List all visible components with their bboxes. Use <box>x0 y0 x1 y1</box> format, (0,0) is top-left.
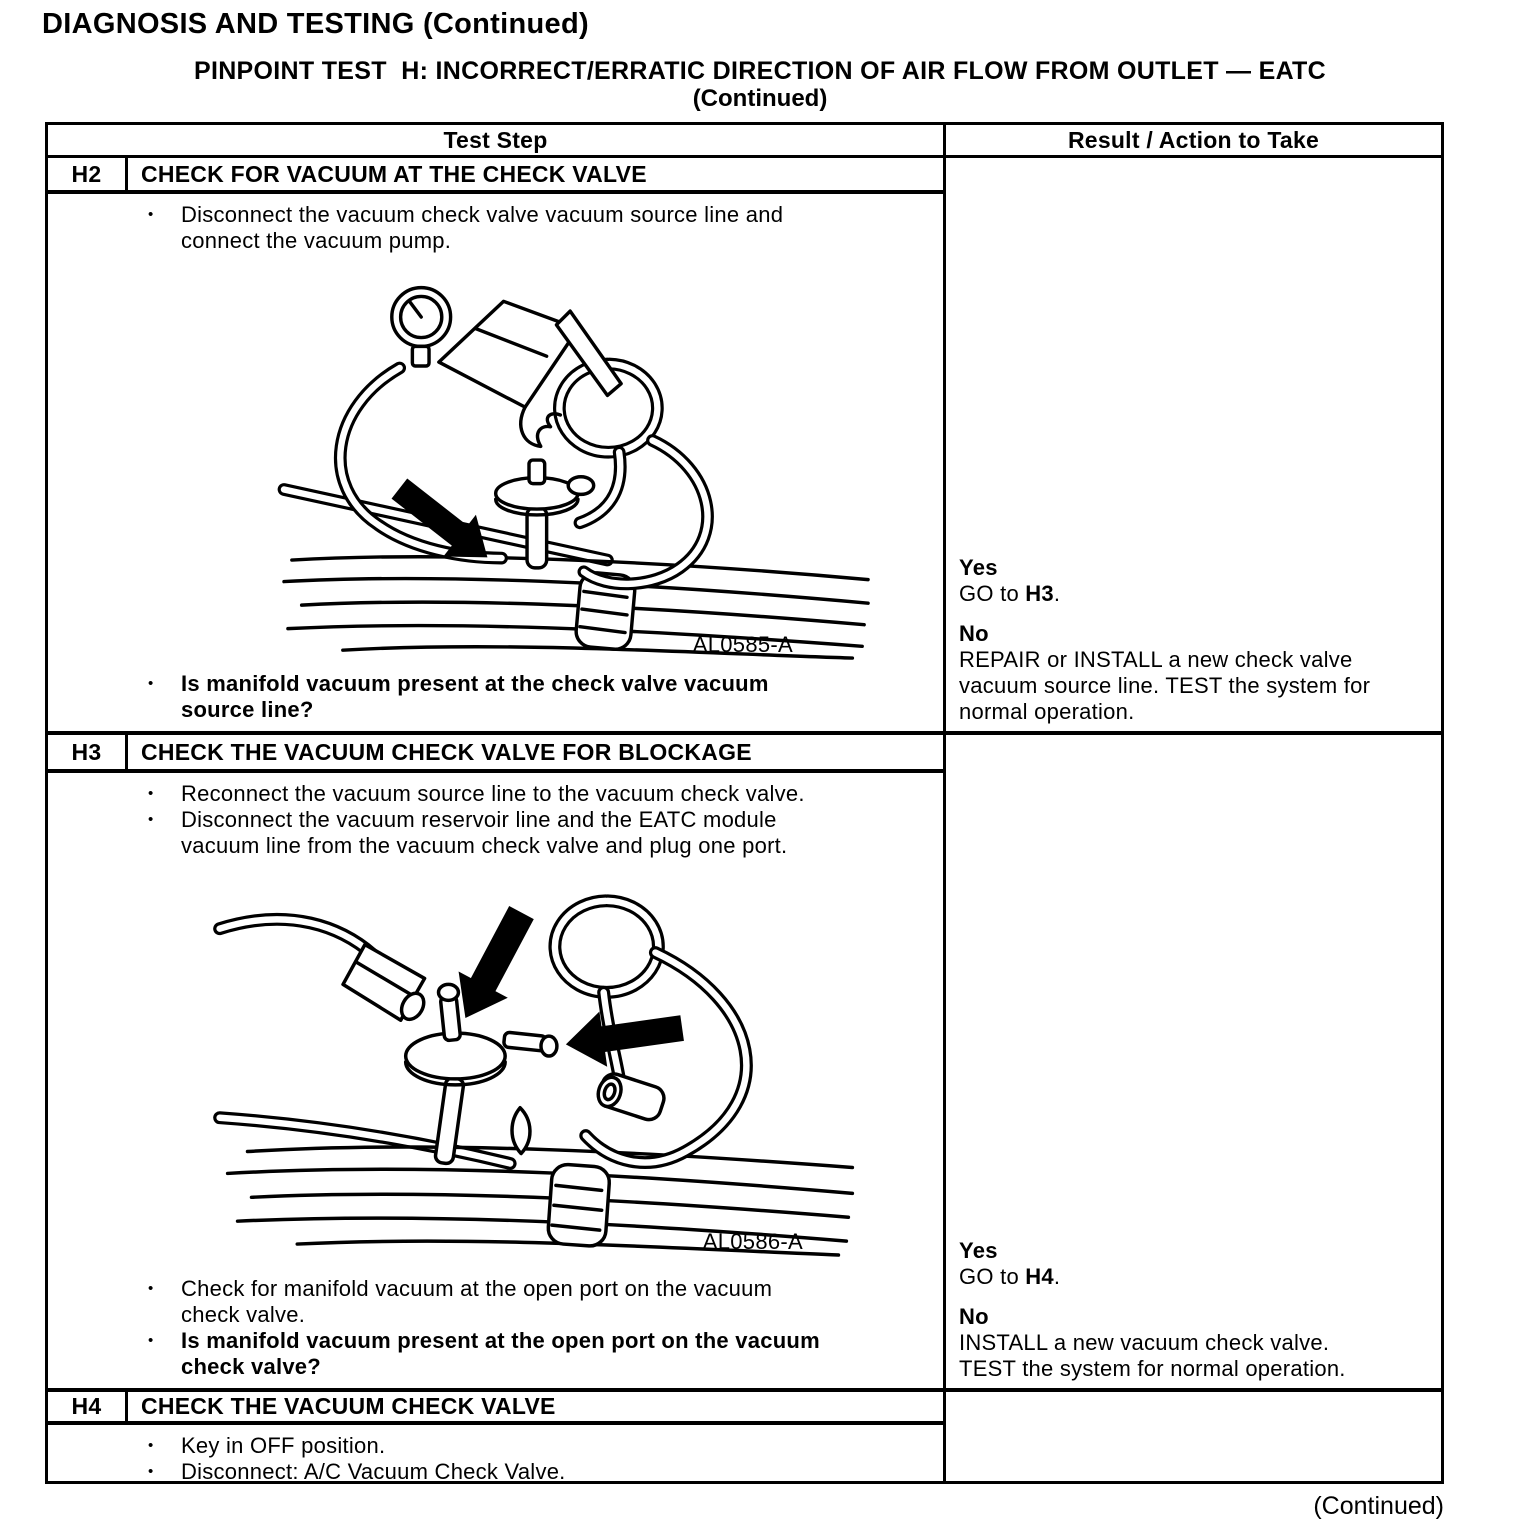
pinpoint-test-title: PINPOINT TEST H: INCORRECT/ERRATIC DIRECTION OF AIR FLOW FROM OUTLET — EATC <box>193 57 1326 85</box>
result-no-text-line: normal operation. <box>959 699 1135 724</box>
result-no-text-line: vacuum source line. TEST the system for <box>959 673 1371 698</box>
figure-check-valve-ports <box>188 869 888 1257</box>
bullet-item-question <box>48 671 943 731</box>
result-no-label: No <box>959 621 989 646</box>
step-id-h4: H4 <box>48 1392 128 1425</box>
service-manual-page <box>0 8 1520 1532</box>
bullet-text <box>181 1328 820 1380</box>
step-title-h4: CHECK THE VACUUM CHECK VALVE <box>128 1392 943 1425</box>
bullet-text-line: Is manifold vacuum present at the open port on the vacuum <box>181 1328 820 1353</box>
bullet-icon: • <box>148 1463 154 1480</box>
bullet-text <box>181 781 805 807</box>
bullet-text-line: connect the vacuum pump. <box>181 228 452 253</box>
bullet-text-line: source line? <box>181 697 314 722</box>
bullet-item <box>48 1459 943 1485</box>
bullet-text-line: Disconnect the vacuum check valve vacuum source line and <box>181 202 784 227</box>
step-content-h3 <box>48 773 943 1392</box>
column-header-result: Result / Action to Take <box>943 125 1441 158</box>
bullet-item <box>48 781 943 807</box>
bullet-text <box>181 671 769 723</box>
step-id-h2: H2 <box>48 158 128 194</box>
result-yes-action: GO to H3. <box>959 581 1061 606</box>
bullet-item <box>48 807 943 859</box>
pinpoint-test-title-continued: (Continued) <box>692 85 828 112</box>
result-yes-action: GO to H4. <box>959 1264 1061 1289</box>
figure-label: AL0585-A <box>692 632 793 657</box>
bullet-text-line: Disconnect: A/C Vacuum Check Valve. <box>181 1459 566 1484</box>
step-title-h2: CHECK FOR VACUUM AT THE CHECK VALVE <box>128 158 943 194</box>
result-no-text-line: INSTALL a new vacuum check valve. <box>959 1330 1330 1355</box>
bullet-item <box>48 1433 943 1459</box>
result-yes-label: Yes <box>959 555 998 580</box>
page-footer-continued: (Continued) <box>1313 1492 1444 1520</box>
pinpoint-test-table <box>45 122 1444 1484</box>
bullet-text-line: check valve. <box>181 1302 306 1327</box>
bullet-icon: • <box>148 206 154 223</box>
bullet-text-line: Check for manifold vacuum at the open port on the vacuum <box>181 1276 773 1301</box>
result-yes-label: Yes <box>959 1238 998 1263</box>
bullet-icon: • <box>148 1332 154 1349</box>
check-valve-illustration <box>188 869 888 1257</box>
step-title-h3: CHECK THE VACUUM CHECK VALVE FOR BLOCKAGE <box>128 735 943 773</box>
bullet-text <box>181 1276 772 1328</box>
bullet-icon: • <box>148 1280 154 1297</box>
pointer-arrow-icon <box>562 1000 686 1072</box>
result-cell-h3 <box>943 735 1441 1392</box>
bullet-text <box>181 202 783 254</box>
bullet-text-line: Key in OFF position. <box>181 1433 386 1458</box>
figure-label: AL0586-A <box>702 1229 803 1254</box>
bullet-text-line: Is manifold vacuum present at the check valve vacuum <box>181 671 769 696</box>
bullet-icon: • <box>148 785 154 802</box>
column-header-test-step: Test Step <box>48 125 943 158</box>
bullet-item <box>48 202 943 254</box>
figure-vacuum-pump-test <box>258 268 898 660</box>
bullet-text-line: Disconnect the vacuum reservoir line and the EATC module <box>181 807 777 832</box>
bullet-icon: • <box>148 811 154 828</box>
bullet-text <box>181 1433 385 1459</box>
vacuum-pump-illustration <box>258 268 898 660</box>
bullet-item <box>48 1276 943 1328</box>
post-figure-bullets <box>48 1276 943 1388</box>
result-no-text-line: REPAIR or INSTALL a new check valve <box>959 647 1353 672</box>
bullet-text-line: vacuum line from the vacuum check valve and plug one port. <box>181 833 788 858</box>
result-cell-h2 <box>943 158 1441 735</box>
bullet-icon: • <box>148 675 154 692</box>
page-title: DIAGNOSIS AND TESTING (Continued) <box>42 8 589 40</box>
step-content-h2 <box>48 194 943 735</box>
bullet-text-line: Reconnect the vacuum source line to the vacuum check valve. <box>181 781 805 806</box>
result-no-text-line: TEST the system for normal operation. <box>959 1356 1346 1381</box>
result-no-label: No <box>959 1304 989 1329</box>
bullet-item-question <box>48 1328 943 1380</box>
bullet-text <box>181 807 787 859</box>
bullet-icon: • <box>148 1437 154 1454</box>
bullet-text-line: check valve? <box>181 1354 321 1379</box>
bullet-text <box>181 1459 566 1485</box>
result-cell-h4 <box>943 1392 1441 1481</box>
step-id-h3: H3 <box>48 735 128 773</box>
step-content-h4 <box>48 1425 943 1484</box>
